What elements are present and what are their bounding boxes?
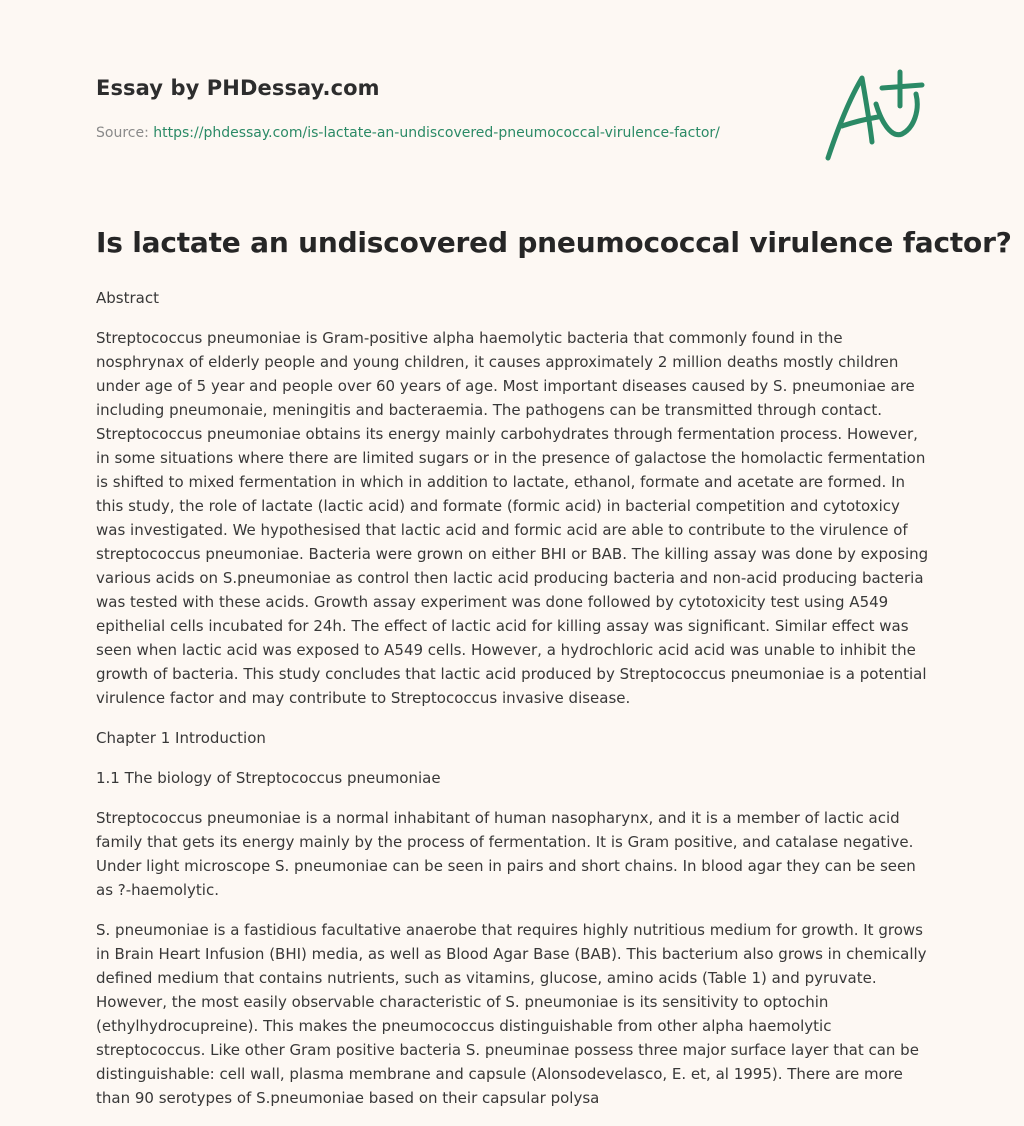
site-brand: Essay by PHDessay.com <box>96 76 380 100</box>
source-link[interactable]: https://phdessay.com/is-lactate-an-undiscovered-pneumococcal-virulence-factor/ <box>153 125 720 141</box>
essay-body <box>96 286 932 1126</box>
a-plus-logo-icon <box>820 66 930 166</box>
source-label: Source: <box>96 125 149 141</box>
paragraph-abstract: Streptococcus pneumoniae is Gram-positive alpha haemolytic bacteria that commonly found in the nosphrynax of elderly people and young children, it causes approximately 2 million deaths mostly children under age of 5 year and people over 60 years of age. Most important diseases caused by S. pneumoniae are including pneumonaie, meningitis and bacteraemia. The pathogens can be transmitted through contact. Streptococcus pneumoniae obtains its energy mainly carbohydrates through fermentation process. However, in some situations where there are limited sugars or in the presence of galactose the homolactic fermentation is shifted to mixed fermentation in which in addition to lactate, ethanol, formate and acetate are formed. In this study, the role of lactate (lactic acid) and formate (formic acid) in bacterial competition and cytotoxicy was investigated. We hypothesised that lactic acid and formic acid are able to contribute to the virulence of streptococcus pneumoniae. Bacteria were grown on either BHI or BAB. The killing assay was done by exposing various acids on S.pneumoniae as control then lactic acid producing bacteria and non-acid producing bacteria was tested with these acids. Growth assay experiment was done followed by cytotoxicity test using A549 epithelial cells incubated for 24h. The effect of lactic acid for killing assay was significant. Similar effect was seen when lactic acid was exposed to A549 cells. However, a hydrochloric acid acid was unable to inhibit the growth of bacteria. This study concludes that lactic acid produced by Streptococcus pneumoniae is a potential virulence factor and may contribute to Streptococcus invasive disease. <box>96 329 929 707</box>
paragraph-growth: S. pneumoniae is a fastidious facultative anaerobe that requires highly nutritious medium for growth. It grows in Brain Heart Infusion (BHI) media, as well as Blood Agar Base (BAB). This bacterium also grows in chemically defined medium that contains nutrients, such as vitamins, glucose, amino acids (Table 1) and pyruvate. However, the most easily observable characteristic of S. pneumoniae is its sensitivity to optochin (ethylhydrocupreine). This makes the pneumococcus distinguishable from other alpha haemolytic streptococcus. Like other Gram positive bacteria S. pneuminae possess three major surface layer that can be distinguishable: cell wall, plasma membrane and capsule (Alonsodevelasco, E. et, al 1995). There are more than 90 serotypes of S.pneumoniae based on their capsular polysa <box>96 921 927 1107</box>
paragraph-biology: Streptococcus pneumoniae is a normal inhabitant of human nasopharynx, and it is a member of lactic acid family that gets its energy mainly by the process of fermentation. It is Gram positive, and catalase negative. Under light microscope S. pneumoniae can be seen in pairs and short chains. In blood agar they can be seen as ?-haemolytic. <box>96 809 916 899</box>
section-heading-1-1: 1.1 The biology of Streptococcus pneumoniae <box>96 769 441 787</box>
section-heading-abstract: Abstract <box>96 289 159 307</box>
section-heading-chapter-1: Chapter 1 Introduction <box>96 729 266 747</box>
source-line <box>96 125 720 141</box>
essay-title: Is lactate an undiscovered pneumococcal virulence factor? <box>96 226 1012 259</box>
